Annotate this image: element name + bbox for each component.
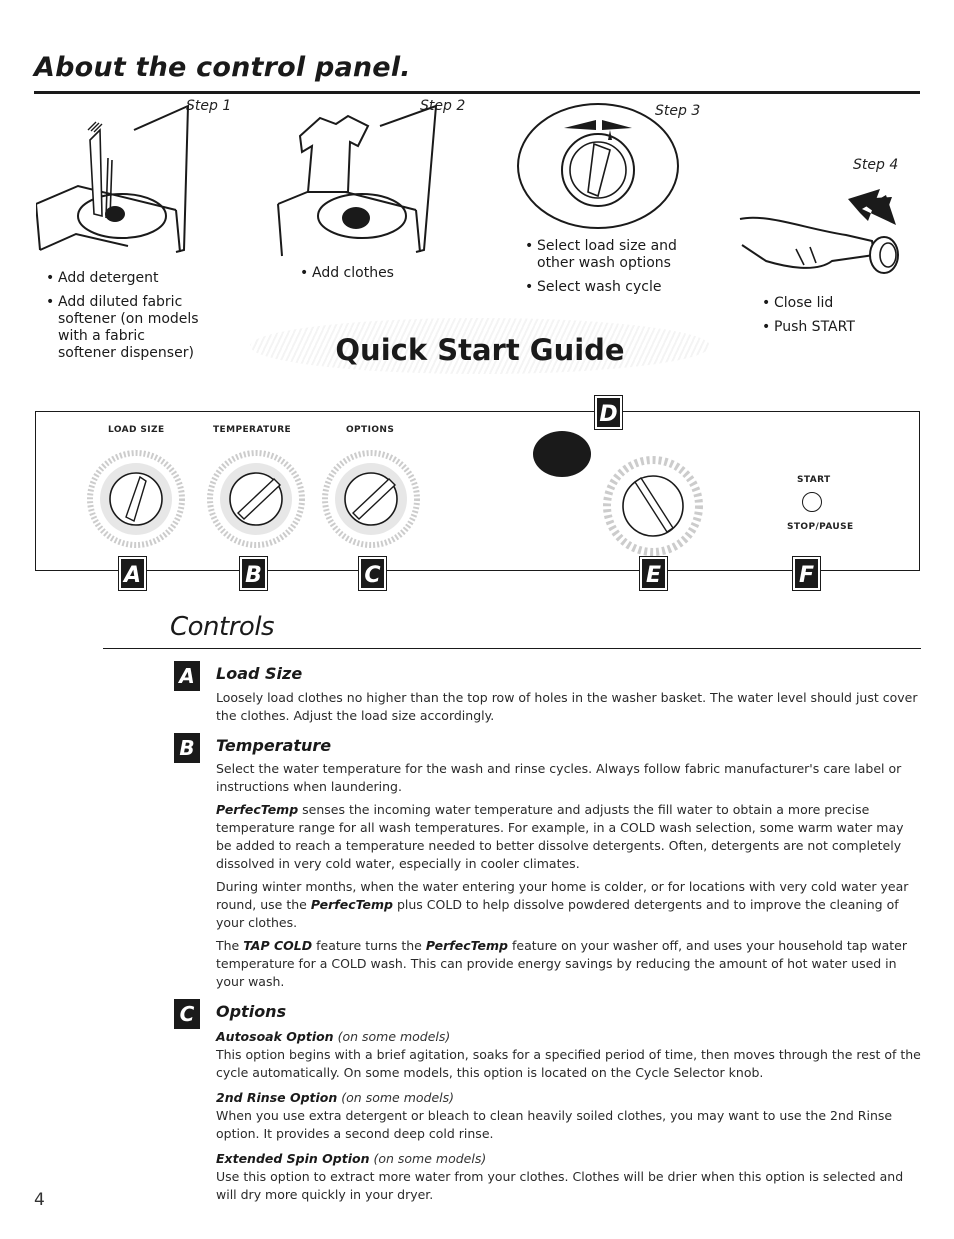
temperature-knob[interactable] <box>200 445 320 555</box>
start-label: START <box>797 475 831 485</box>
tag-c: C <box>359 557 386 590</box>
step-3-bullet-2: • Select wash cycle <box>525 279 695 296</box>
temperature-text-3 <box>216 878 921 932</box>
page-title: About the control panel. <box>34 52 411 83</box>
step-4-label: Step 4 <box>853 157 899 173</box>
title-rule <box>34 91 920 94</box>
second-rinse-text: When you use extra detergent or bleach to clean heavily soiled clothes, you may want to use the 2nd Rinse option. It provides a second deep cold rinse. <box>216 1108 893 1141</box>
perfectemp-description: senses the incoming water temperature and adjusts the fill water to obtain a more precise temperature range for all wash temperatures. For example, in a COLD wash selection, some warm water may be added to reach a temperature needed to better dissolve detergents. Often, detergents are not completely dissolved in very cold water, especially in cooler climates. <box>216 802 904 871</box>
controls-heading: Controls <box>170 612 275 642</box>
knob-select-illustration <box>514 100 684 232</box>
step-1-bullet-2: • Add diluted fabric softener (on models with a fabric softener dispenser) <box>46 294 206 362</box>
section-tag-c: C <box>174 999 200 1029</box>
perfectemp-brand-3: PerfecTemp <box>425 938 509 953</box>
options-knob[interactable] <box>315 445 435 555</box>
tag-e: E <box>640 557 667 590</box>
tap-cold-text-c: feature on your washer off, and uses your household tap water temperature for a COLD wash. This can provide energy savings by reducing the amount of hot water used in your wash. <box>216 938 907 989</box>
step-2-label: Step 2 <box>420 98 466 114</box>
extended-spin-text: Use this option to extract more water from your clothes. Clothes will be drier when this option is selected and will dry more quickly in your dryer. <box>216 1169 904 1202</box>
perfectemp-brand-2: PerfecTemp <box>310 897 393 912</box>
start-button[interactable] <box>802 492 822 512</box>
step-4-bullet-2: • Push START <box>762 319 902 336</box>
section-tag-a: A <box>174 661 200 691</box>
autosoak-title: Autosoak Option <box>216 1029 334 1044</box>
winter-text-a: During winter months, when the water entering your home is colder, or for locations with very cold water year round, use the <box>216 879 909 912</box>
indicator-light <box>533 431 591 477</box>
step-3-label: Step 3 <box>655 103 701 119</box>
controls-rule <box>103 648 921 649</box>
washer-detergent-illustration <box>36 100 196 260</box>
autosoak-heading <box>216 1029 450 1044</box>
tag-d: D <box>595 396 622 429</box>
autosoak-text: This option begins with a brief agitation, soaks for a specified period of time, then moves through the rest of the cycle automatically. On some models, this option is located on the Cycle Selector knob. <box>216 1047 921 1080</box>
temperature-label: TEMPERATURE <box>213 425 292 435</box>
load-size-label: LOAD SIZE <box>108 425 165 435</box>
step-1-label: Step 1 <box>186 98 232 114</box>
step-3-bullet-1: • Select load size and other wash options <box>525 238 695 272</box>
tap-cold-text-a: The <box>216 938 244 953</box>
step-3-instructions <box>525 238 695 303</box>
step-2-instructions <box>300 265 440 289</box>
tap-cold-text-b: feature turns the <box>312 938 426 953</box>
load-size-text: Loosely load clothes no higher than the top row of holes in the washer basket. The water level should just cover the clothes. Adjust the load size accordingly. <box>216 690 918 723</box>
load-size-knob[interactable] <box>80 445 200 555</box>
tap-cold-label: TAP COLD <box>243 938 313 953</box>
quick-start-guide-banner: Quick Start Guide <box>250 318 710 374</box>
step-2-bullet-1: • Add clothes <box>300 265 440 282</box>
options-label: OPTIONS <box>346 425 395 435</box>
extended-spin-note: (on some models) <box>369 1151 487 1166</box>
page-number: 4 <box>34 1190 45 1210</box>
temperature-text-1: Select the water temperature for the wash and rinse cycles. Always follow fabric manufacturer's care label or instructions when laundering. <box>216 761 902 794</box>
cycle-selector-knob[interactable] <box>595 452 715 562</box>
tag-a: A <box>119 557 146 590</box>
tag-f: F <box>793 557 820 590</box>
temperature-text-4 <box>216 937 921 991</box>
step-4-instructions <box>762 295 902 343</box>
step-1-bullet-1: • Add detergent <box>46 270 206 287</box>
section-tag-b: B <box>174 733 200 763</box>
perfectemp-brand: PerfecTemp <box>216 802 299 817</box>
second-rinse-note: (on some models) <box>337 1090 455 1105</box>
autosoak-note: (on some models) <box>333 1029 451 1044</box>
step-1-instructions <box>46 270 206 369</box>
options-heading: Options <box>216 1002 287 1021</box>
temperature-heading: Temperature <box>216 736 332 755</box>
tag-b: B <box>240 557 267 590</box>
second-rinse-heading <box>216 1090 454 1105</box>
step-4-bullet-1: • Close lid <box>762 295 902 312</box>
load-size-heading: Load Size <box>216 664 303 683</box>
temperature-text-2 <box>216 801 921 873</box>
second-rinse-title: 2nd Rinse Option <box>216 1090 338 1105</box>
extended-spin-title: Extended Spin Option <box>216 1151 370 1166</box>
winter-text-b: plus COLD to help dissolve powdered detergents and to improve the cleaning of your clothes. <box>216 897 899 930</box>
extended-spin-heading <box>216 1151 486 1166</box>
push-start-illustration <box>736 185 906 285</box>
stop-pause-label: STOP/PAUSE <box>787 522 854 532</box>
washer-clothes-illustration <box>276 100 446 260</box>
